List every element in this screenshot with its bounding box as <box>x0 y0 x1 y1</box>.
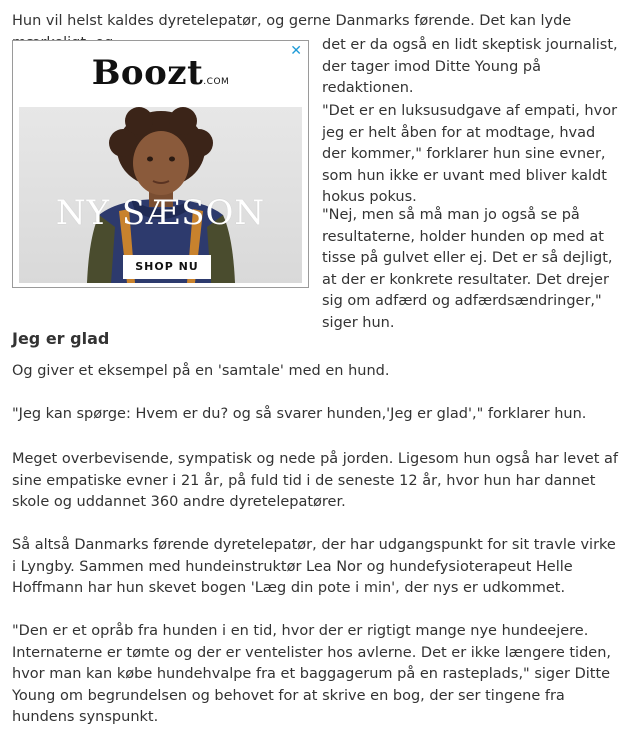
side-paragraph-1: det er da også en lidt skeptisk journalist, der tager imod Ditte Young på redaktionen. <box>322 37 618 96</box>
paragraph-5: "Den er et opråb fra hunden i en tid, hvor der er rigtigt mange nye hundeejere. Internaterne er tømte og der er ventelister hos avlerne. Det er ikke længere tiden, hvor man kan købe hundehvalpe fra et baggagerum på en rasteplads," siger Ditte Young om begrundelsen og behovet for at skrive en bog, der ser tingene fra hundens synspunkt. <box>12 623 612 725</box>
paragraph-4: Så altså Danmarks førende dyretelepatør, der har udgangspunkt for sit travle virke i Lyngby. Sammen med hundeinstruktør Lea Nor og hundefysioterapeut Helle Hoffmann har hun skevet bogen 'Læg din pote i min', der nys er udkommet. <box>12 537 616 596</box>
paragraph-3: Meget overbevisende, sympatisk og nede på jorden. Ligesom hun også har levet af sine empatiske evner i 21 år, på fuld tid i de seneste 12 år, hvor hun har dannet skole og uddannet 360 andre dyretelepatører. <box>12 451 618 510</box>
paragraph-1: Og giver et eksempel på en 'samtale' med en hund. <box>12 363 390 379</box>
shop-now-button[interactable]: SHOP NU <box>123 255 211 279</box>
brand-name: Boozt <box>91 53 204 93</box>
ad-photo[interactable] <box>19 107 302 283</box>
brand-suffix: .COM <box>203 77 230 87</box>
side-paragraph-2: "Det er en luksusudgave af empati, hvor jeg er helt åben for at modtage, hvad der kommer," forklarer hun sine evner, som hun ikke er uvant med bliver kaldt hokus pokus. <box>322 103 618 205</box>
paragraph-2: "Jeg kan spørge: Hvem er du? og så svarer hunden,'Jeg er glad'," forklarer hun. <box>12 406 587 422</box>
close-icon[interactable]: ✕ <box>290 43 302 59</box>
brand-logo[interactable] <box>13 53 308 93</box>
ad-tagline: NY SÆSON <box>55 193 266 233</box>
advertisement[interactable] <box>12 40 309 288</box>
section-heading: Jeg er glad <box>12 329 110 348</box>
intro-paragraph: Hun vil helst kaldes dyretelepatør, og gerne Danmarks førende. Det kan lyde <box>12 13 572 29</box>
side-paragraph-3: "Nej, men så må man jo også se på resultaterne, holder hunden op med at tisse på gulvet eller ej. Det er så dejligt, at der er konkrete resultater. Det drejer sig om adfærd og adfærdsændringer," siger hun. <box>322 207 613 331</box>
